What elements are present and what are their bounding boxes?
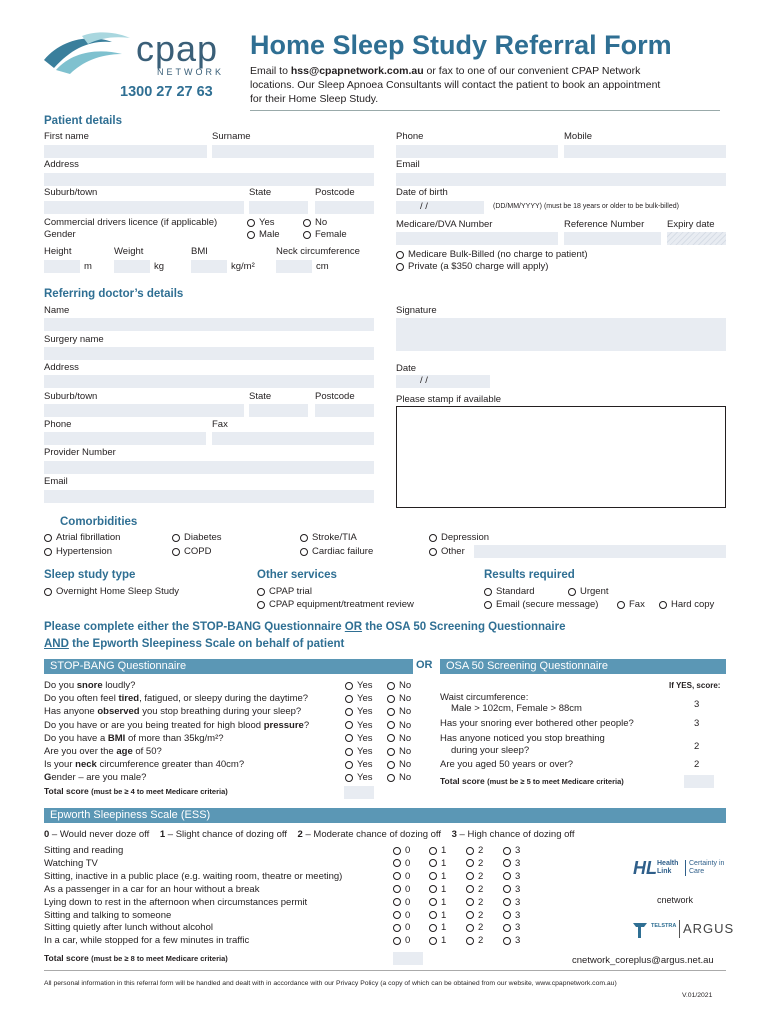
radio-icon	[466, 885, 474, 893]
comorbidity-diabetes[interactable]: Diabetes	[172, 532, 222, 543]
doctor-name-label: Name	[44, 305, 70, 316]
radio-icon	[429, 898, 437, 906]
stopbang-question: Do you have a BMI of more than 35kg/m²?	[44, 732, 224, 744]
osa-snoring-score: 3	[694, 718, 700, 729]
radio-icon	[429, 885, 437, 893]
header-divider	[250, 110, 720, 111]
osa-total-label: Total score (must be ≥ 5 to meet Medicare criteria)	[440, 776, 624, 786]
ess-situation: Lying down to rest in the afternoon when circumstances permit	[44, 896, 308, 908]
stopbang-question: Has anyone observed you stop breathing during your sleep?	[44, 706, 302, 718]
version-label: V.01/2021	[682, 992, 713, 999]
stopbang-total-field[interactable]	[344, 786, 374, 799]
cpap-trial-option[interactable]: CPAP trial	[257, 586, 312, 597]
stopbang-question: Do you have or are you being treated for high blood pressure?	[44, 719, 310, 731]
mobile-field[interactable]	[564, 145, 726, 158]
ess-scale-legend: 0 – Would never doze off 1 – Slight chance of dozing off 2 – Moderate chance of dozing off 3 – High chance of dozing off	[44, 829, 575, 840]
ess-option[interactable]: 3	[503, 845, 520, 856]
phone-field[interactable]	[396, 145, 558, 158]
ess-option[interactable]: 3	[503, 910, 520, 921]
radio-icon	[303, 219, 311, 227]
radio-icon	[387, 761, 395, 769]
first-name-field[interactable]	[44, 145, 207, 158]
medicare-label: Medicare/DVA Number	[396, 219, 493, 230]
ess-option[interactable]: 1	[429, 858, 446, 869]
radio-icon	[257, 588, 265, 596]
ess-situation: As a passenger in a car for an hour without a break	[44, 883, 260, 895]
ess-option[interactable]: 2	[466, 935, 483, 946]
comorbidity-depression[interactable]: Depression	[429, 532, 489, 543]
gender-male[interactable]: Male	[247, 229, 280, 240]
weight-label: Weight	[114, 246, 144, 257]
neck-unit: cm	[316, 261, 329, 272]
comorbidity-cardiac-failure[interactable]: Cardiac failure	[300, 546, 373, 557]
date-label: Date	[396, 363, 417, 374]
stopbang-yes-option[interactable]: Yes	[345, 733, 373, 744]
radio-icon	[345, 761, 353, 769]
email-field[interactable]	[396, 173, 726, 186]
page-title: Home Sleep Study Referral Form	[250, 30, 672, 60]
address-field[interactable]	[44, 173, 374, 186]
radio-icon	[387, 734, 395, 742]
radio-icon	[503, 872, 511, 880]
state-field[interactable]	[249, 201, 308, 214]
radio-icon	[659, 601, 667, 609]
doctor-address-label: Address	[44, 362, 79, 373]
osa-breathing-q2: during your sleep?	[451, 745, 530, 756]
osa-breathing-score: 2	[694, 741, 700, 752]
radio-icon	[393, 859, 401, 867]
stopbang-no-option[interactable]: No	[387, 720, 411, 731]
radio-icon	[466, 847, 474, 855]
ess-header-bar: Epworth Sleepiness Scale (ESS)	[44, 808, 726, 823]
radio-icon	[393, 885, 401, 893]
surgery-field[interactable]	[44, 347, 374, 360]
stopbang-yes-option[interactable]: Yes	[345, 693, 373, 704]
radio-icon	[429, 911, 437, 919]
instructions-line2: AND the Epworth Sleepiness Scale on behalf of patient	[44, 638, 345, 650]
comorbidity-other-field[interactable]	[474, 545, 726, 558]
doctor-postcode-field[interactable]	[315, 404, 374, 417]
header-intro: Email to hss@cpapnetwork.com.au or fax to one of our convenient CPAP Network locations. Our Sleep Apnoea Consultants will contact the patient to book an appointment for their Home Sleep Study.	[250, 65, 661, 105]
radio-icon	[393, 924, 401, 932]
stopbang-no-option[interactable]: No	[387, 772, 411, 783]
surname-field[interactable]	[212, 145, 374, 158]
doctor-suburb-field[interactable]	[44, 404, 244, 417]
cpap-logo-icon	[42, 30, 132, 75]
stopbang-yes-option[interactable]: Yes	[345, 746, 373, 757]
telstra-t-icon	[633, 920, 647, 938]
radio-icon	[466, 859, 474, 867]
radio-icon	[429, 847, 437, 855]
stamp-box[interactable]	[396, 406, 726, 508]
stopbang-header-bar: STOP-BANG Questionnaire	[44, 659, 413, 674]
ess-option[interactable]: 0	[393, 935, 410, 946]
ess-option[interactable]: 1	[429, 922, 446, 933]
radio-icon	[345, 721, 353, 729]
date-field[interactable]	[396, 375, 490, 388]
signature-label: Signature	[396, 305, 437, 316]
ess-situation: Sitting and talking to someone	[44, 909, 172, 921]
doctor-email-field[interactable]	[44, 490, 374, 503]
suburb-field[interactable]	[44, 201, 244, 214]
overnight-study-option[interactable]: Overnight Home Sleep Study	[44, 586, 179, 597]
radio-icon	[387, 721, 395, 729]
neck-label: Neck circumference	[276, 246, 360, 257]
radio-icon	[44, 548, 52, 556]
ess-option[interactable]: 3	[503, 884, 520, 895]
footer-divider	[44, 970, 726, 971]
ess-option[interactable]: 1	[429, 910, 446, 921]
radio-icon	[172, 534, 180, 542]
radio-icon	[396, 263, 404, 271]
ess-situation: Sitting quietly after lunch without alcohol	[44, 922, 213, 934]
date-separators: / /	[420, 375, 428, 386]
radio-icon	[393, 937, 401, 945]
stopbang-no-option[interactable]: No	[387, 733, 411, 744]
osa-total-field[interactable]	[684, 775, 714, 788]
reference-field[interactable]	[564, 232, 661, 245]
comorbidity-atrial-fibrillation[interactable]: Atrial fibrillation	[44, 532, 120, 543]
ess-option[interactable]: 0	[393, 897, 410, 908]
radio-icon	[387, 774, 395, 782]
osa-age-q: Are you aged 50 years or over?	[440, 759, 574, 770]
bmi-label: BMI	[191, 246, 208, 257]
osa-waist-q2: Male > 102cm, Female > 88cm	[451, 703, 582, 714]
state-label: State	[249, 187, 272, 198]
radio-icon	[484, 601, 492, 609]
radio-icon	[345, 748, 353, 756]
surgery-label: Surgery name	[44, 334, 104, 345]
results-urgent[interactable]: Urgent	[568, 586, 609, 597]
bmi-unit: kg/m²	[231, 261, 255, 272]
radio-icon	[429, 548, 437, 556]
radio-icon	[503, 937, 511, 945]
cdl-yes[interactable]: Yes	[247, 217, 275, 228]
ess-total-field[interactable]	[393, 952, 423, 965]
results-fax[interactable]: Fax	[617, 599, 645, 610]
ess-option[interactable]: 2	[466, 897, 483, 908]
radio-icon	[393, 898, 401, 906]
ess-situation: Sitting, inactive in a public place (e.g. waiting room, theatre or meeting)	[44, 870, 343, 882]
radio-icon	[387, 682, 395, 690]
stopbang-question: Do you often feel tired, fatigued, or sleepy during the daytime?	[44, 693, 309, 705]
stopbang-no-option[interactable]: No	[387, 759, 411, 770]
radio-icon	[503, 885, 511, 893]
comorbidities-heading: Comorbidities	[60, 516, 138, 528]
osa-waist-score: 3	[694, 699, 700, 710]
stopbang-total-label: Total score (must be ≥ 4 to meet Medicare criteria)	[44, 786, 228, 796]
cpap-review-option[interactable]: CPAP equipment/treatment review	[257, 599, 414, 610]
private-option[interactable]: Private (a $350 charge will apply)	[396, 261, 548, 272]
cnetwork-label: cnetwork	[657, 895, 694, 905]
mobile-label: Mobile	[564, 131, 592, 142]
patient-details-heading: Patient details	[44, 115, 122, 127]
comorbidity-other[interactable]: Other	[429, 546, 465, 557]
stopbang-no-option[interactable]: No	[387, 746, 411, 757]
stopbang-no-option[interactable]: No	[387, 693, 411, 704]
stopbang-yes-option[interactable]: Yes	[345, 706, 373, 717]
ess-option[interactable]: 3	[503, 922, 520, 933]
radio-icon	[429, 859, 437, 867]
instructions-line1: Please complete either the STOP-BANG Questionnaire OR the OSA 50 Screening Questionnaire	[44, 621, 566, 633]
ess-option[interactable]: 2	[466, 871, 483, 882]
expiry-field[interactable]	[667, 232, 726, 245]
radio-icon	[396, 251, 404, 259]
radio-icon	[466, 898, 474, 906]
gender-label: Gender	[44, 229, 76, 240]
ess-option[interactable]: 0	[393, 884, 410, 895]
doctor-fax-label: Fax	[212, 419, 228, 430]
osa-snoring-q: Has your snoring ever bothered other people?	[440, 718, 634, 729]
ess-option[interactable]: 0	[393, 858, 410, 869]
stopbang-yes-option[interactable]: Yes	[345, 772, 373, 783]
radio-icon	[429, 872, 437, 880]
stopbang-yes-option[interactable]: Yes	[345, 759, 373, 770]
radio-icon	[172, 548, 180, 556]
telstra-argus-logo: TELSTRA ARGUS	[633, 918, 725, 940]
doctor-state-field[interactable]	[249, 404, 308, 417]
stamp-label: Please stamp if available	[396, 394, 502, 405]
other-services-heading: Other services	[257, 569, 337, 581]
doctor-state-label: State	[249, 391, 272, 402]
radio-icon	[393, 911, 401, 919]
osa-header-bar: OSA 50 Screening Questionnaire	[440, 659, 726, 674]
radio-icon	[387, 708, 395, 716]
radio-icon	[429, 924, 437, 932]
phone-label: Phone	[396, 131, 424, 142]
dob-separators: / /	[420, 201, 428, 212]
cdl-no[interactable]: No	[303, 217, 327, 228]
postcode-label: Postcode	[315, 187, 355, 198]
radio-icon	[484, 588, 492, 596]
radio-icon	[345, 682, 353, 690]
stopbang-no-option[interactable]: No	[387, 706, 411, 717]
comorbidity-copd[interactable]: COPD	[172, 546, 211, 557]
ess-total-label: Total score (must be ≥ 8 to meet Medicare criteria)	[44, 953, 228, 963]
header-phone: 1300 27 27 63	[120, 84, 213, 100]
gender-female[interactable]: Female	[303, 229, 347, 240]
stopbang-yes-option[interactable]: Yes	[345, 720, 373, 731]
dob-label: Date of birth	[396, 187, 448, 198]
ess-situation: In a car, while stopped for a few minutes in traffic	[44, 935, 250, 947]
stopbang-yes-option[interactable]: Yes	[345, 680, 373, 691]
signature-field[interactable]	[396, 318, 726, 351]
radio-icon	[300, 534, 308, 542]
ess-situation: Watching TV	[44, 857, 98, 869]
ess-option[interactable]: 0	[393, 845, 410, 856]
ess-option[interactable]: 2	[466, 845, 483, 856]
reference-label: Reference Number	[564, 219, 645, 230]
support-email[interactable]: cnetwork_coreplus@argus.net.au	[572, 955, 714, 966]
radio-icon	[466, 911, 474, 919]
ess-option[interactable]: 1	[429, 897, 446, 908]
radio-icon	[387, 748, 395, 756]
dob-note: (DD/MM/YYYY) (must be 18 years or older to be bulk-billed)	[493, 203, 679, 210]
radio-icon	[257, 601, 265, 609]
ess-option[interactable]: 1	[429, 935, 446, 946]
suburb-label: Suburb/town	[44, 187, 98, 198]
results-heading: Results required	[484, 569, 575, 581]
radio-icon	[429, 937, 437, 945]
radio-icon	[247, 231, 255, 239]
height-field[interactable]	[44, 260, 80, 273]
radio-icon	[503, 911, 511, 919]
radio-icon	[617, 601, 625, 609]
comorbidity-stroke[interactable]: Stroke/TIA	[300, 532, 357, 543]
doctor-postcode-label: Postcode	[315, 391, 355, 402]
bulk-billed-option[interactable]: Medicare Bulk-Billed (no charge to patient)	[396, 249, 588, 260]
first-name-label: First name	[44, 131, 89, 142]
stopbang-no-option[interactable]: No	[387, 680, 411, 691]
stopbang-question: Is your neck circumference greater than 40cm?	[44, 759, 245, 771]
comorbidity-hypertension[interactable]: Hypertension	[44, 546, 112, 557]
brand-network: NETWORK	[157, 67, 224, 77]
doctor-address-field[interactable]	[44, 375, 374, 388]
sleep-study-heading: Sleep study type	[44, 569, 136, 581]
ess-option[interactable]: 3	[503, 858, 520, 869]
radio-icon	[345, 695, 353, 703]
email-label: Email	[396, 159, 420, 170]
postcode-field[interactable]	[315, 201, 374, 214]
privacy-notice: All personal information in this referral form will be handled and dealt with in accordance with our Privacy Policy (a copy of which can be obtained from our website, www.cpapnetwork.com.au)	[44, 980, 617, 987]
results-standard[interactable]: Standard	[484, 586, 535, 597]
radio-icon	[345, 774, 353, 782]
ess-option[interactable]: 1	[429, 845, 446, 856]
radio-icon	[300, 548, 308, 556]
surname-label: Surname	[212, 131, 251, 142]
height-label: Height	[44, 246, 72, 257]
address-label: Address	[44, 159, 79, 170]
results-email[interactable]: Email (secure message)	[484, 599, 598, 610]
results-hard-copy[interactable]: Hard copy	[659, 599, 714, 610]
neck-field[interactable]	[276, 260, 312, 273]
provider-label: Provider Number	[44, 447, 116, 458]
radio-icon	[44, 534, 52, 542]
osa-breathing-q: Has anyone noticed you stop breathing	[440, 733, 605, 744]
radio-icon	[345, 708, 353, 716]
radio-icon	[503, 859, 511, 867]
brand-name: cpap	[136, 28, 219, 69]
radio-icon	[393, 847, 401, 855]
ess-option[interactable]: 2	[466, 910, 483, 921]
radio-icon	[503, 898, 511, 906]
ess-option[interactable]: 2	[466, 922, 483, 933]
radio-icon	[503, 847, 511, 855]
doctor-email-label: Email	[44, 476, 68, 487]
radio-icon	[387, 695, 395, 703]
radio-icon	[247, 219, 255, 227]
bmi-field[interactable]	[191, 260, 227, 273]
osa-score-header: If YES, score:	[669, 681, 721, 690]
weight-field[interactable]	[114, 260, 150, 273]
doctor-fax-field[interactable]	[212, 432, 374, 445]
radio-icon	[345, 734, 353, 742]
ess-option[interactable]: 3	[503, 871, 520, 882]
radio-icon	[466, 937, 474, 945]
radio-icon	[466, 924, 474, 932]
radio-icon	[303, 231, 311, 239]
ess-option[interactable]: 3	[503, 897, 520, 908]
medicare-field[interactable]	[396, 232, 558, 245]
or-divider: OR	[416, 659, 433, 671]
weight-unit: kg	[154, 261, 165, 272]
radio-icon	[466, 872, 474, 880]
doctor-name-field[interactable]	[44, 318, 374, 331]
ess-option[interactable]: 1	[429, 871, 446, 882]
ess-option[interactable]: 0	[393, 910, 410, 921]
ess-option[interactable]: 2	[466, 884, 483, 895]
radio-icon	[568, 588, 576, 596]
ess-option[interactable]: 3	[503, 935, 520, 946]
ess-option[interactable]: 0	[393, 922, 410, 933]
osa-age-score: 2	[694, 759, 700, 770]
ess-option[interactable]: 2	[466, 858, 483, 869]
provider-field[interactable]	[44, 461, 374, 474]
doctor-details-heading: Referring doctor’s details	[44, 288, 184, 300]
stopbang-question: Gender – are you male?	[44, 772, 147, 784]
height-unit: m	[84, 261, 92, 272]
osa-waist-q: Waist circumference:	[440, 692, 529, 703]
ess-situation: Sitting and reading	[44, 845, 124, 856]
referral-email[interactable]: hss@cpapnetwork.com.au	[290, 65, 424, 77]
radio-icon	[393, 872, 401, 880]
ess-option[interactable]: 0	[393, 871, 410, 882]
doctor-suburb-label: Suburb/town	[44, 391, 98, 402]
expiry-label: Expiry date	[667, 219, 715, 230]
doctor-phone-field[interactable]	[44, 432, 206, 445]
doctor-phone-label: Phone	[44, 419, 72, 430]
stopbang-question: Do you snore loudly?	[44, 680, 136, 691]
cdl-label: Commercial drivers licence (if applicable)	[44, 217, 218, 228]
ess-option[interactable]: 1	[429, 884, 446, 895]
radio-icon	[503, 924, 511, 932]
stopbang-question: Are you over the age of 50?	[44, 746, 162, 757]
dob-field[interactable]	[396, 201, 484, 214]
healthlink-logo: HL Health Link Certainty in Care	[633, 858, 723, 882]
radio-icon	[44, 588, 52, 596]
radio-icon	[429, 534, 437, 542]
